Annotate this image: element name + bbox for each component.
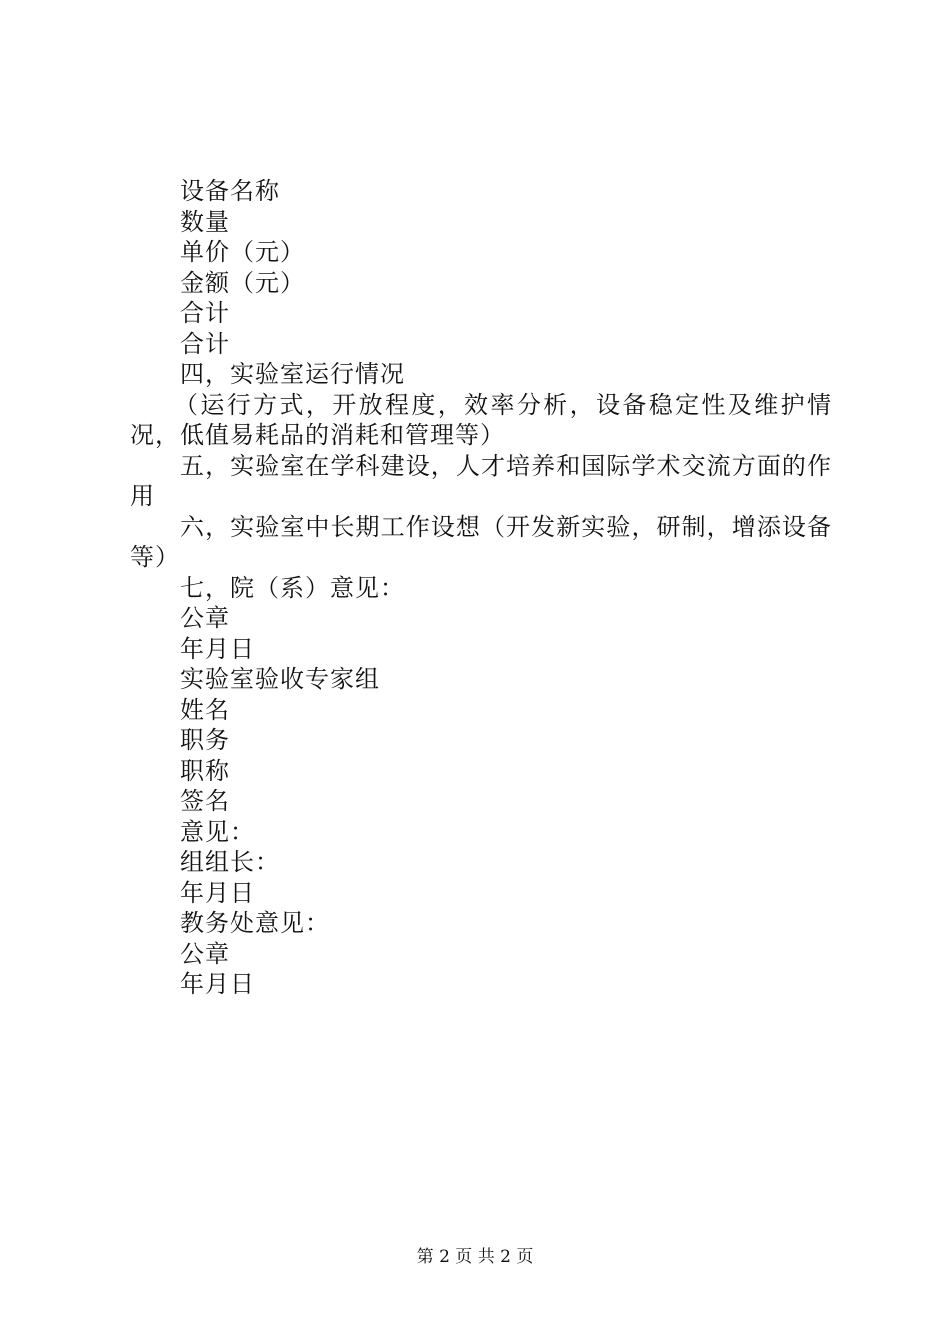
text-line: 签名 — [180, 787, 230, 815]
text-line: 职务 — [180, 726, 230, 754]
text-line: 年月日 — [180, 878, 255, 907]
paragraph-plan: 六，实验室中长期工作设想（开发新实验，研制，增添设备等） — [130, 512, 832, 571]
section-heading: 四，实验室运行情况 — [180, 360, 405, 388]
text-line: 公章 — [180, 604, 230, 632]
document-body — [130, 176, 832, 1000]
text-line: 教务处意见： — [180, 909, 330, 937]
text-line: 意见： — [180, 817, 255, 846]
section-heading: 七，院（系）意见： — [180, 573, 405, 602]
text-line: 数量 — [180, 207, 230, 236]
text-line: 公章 — [180, 939, 230, 968]
text-line: 年月日 — [180, 634, 255, 663]
paragraph-role: 五，实验室在学科建设，人才培养和国际学术交流方面的作用 — [130, 451, 832, 510]
text-line: 职称 — [180, 756, 230, 785]
text-line: 年月日 — [180, 970, 255, 998]
paragraph-operation: （运行方式，开放程度，效率分析，设备稳定性及维护情况，低值易耗品的消耗和管理等） — [130, 390, 832, 449]
text-line: 合计 — [180, 329, 230, 358]
text-line: 单价（元） — [180, 238, 305, 266]
text-line: 姓名 — [180, 695, 230, 724]
text-line: 合计 — [180, 299, 230, 327]
text-line: 金额（元） — [180, 268, 305, 297]
text-line: 组组长： — [180, 848, 280, 876]
page-number-footer: 第 2 页 共 2 页 — [416, 1247, 534, 1267]
text-line: 设备名称 — [180, 177, 280, 205]
text-line: 实验室验收专家组 — [180, 665, 380, 693]
